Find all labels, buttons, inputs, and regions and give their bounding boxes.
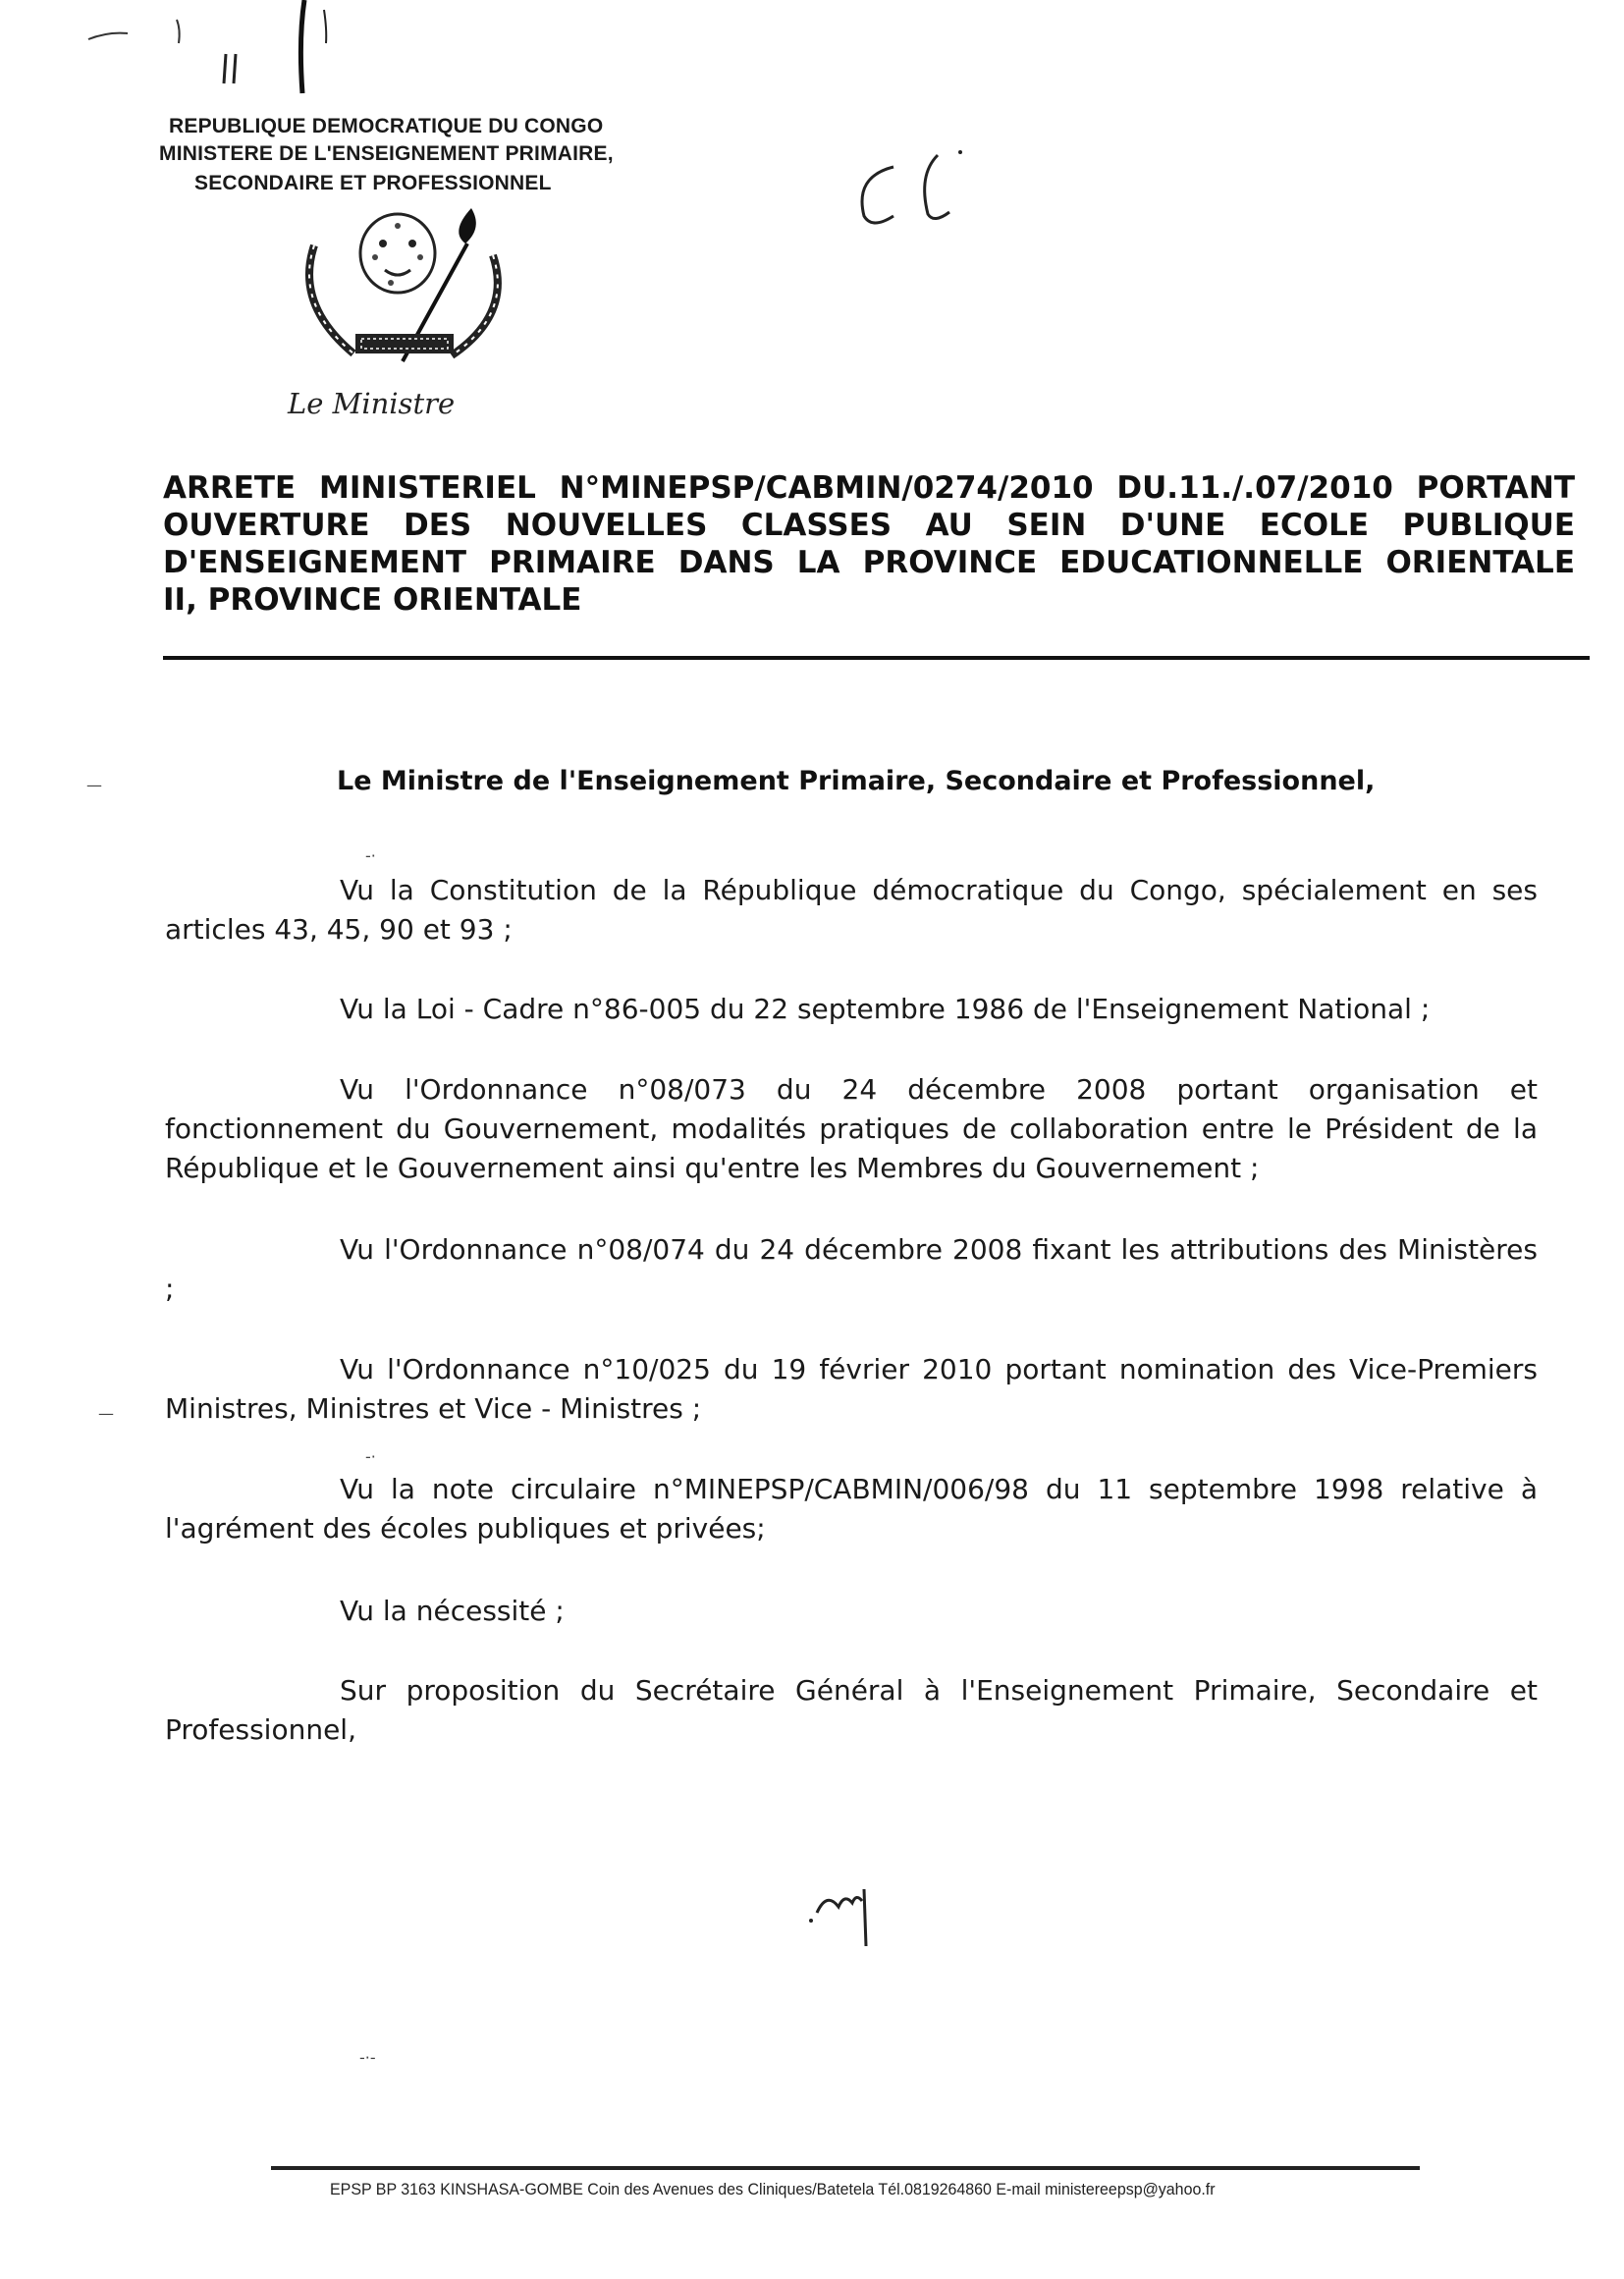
footer-address: EPSP BP 3163 KINSHASA-GOMBE Coin des Avenues des Cliniques/Batetela Tél.0819264860 E-mail ministereepsp@yahoo.fr — [330, 2180, 1216, 2198]
title-line-4: II, PROVINCE ORIENTALE — [163, 582, 582, 618]
paragraph-loi-cadre: Vu la Loi - Cadre n°86-005 du 22 septembre 1986 de l'Enseignement National ; — [340, 993, 1431, 1025]
handwritten-annotation-mark — [844, 147, 992, 236]
margin-mark: -· — [365, 1447, 376, 1466]
margin-mark: -·- — [359, 2048, 376, 2067]
handwritten-scribble — [59, 0, 373, 108]
document-title — [163, 469, 1575, 619]
paragraph-ordonnance-074: Vu l'Ordonnance n°08/074 du 24 décembre 2008 fixant les attributions des Ministères ; — [165, 1233, 1538, 1305]
footer-divider — [271, 2166, 1420, 2170]
margin-mark: -· — [365, 846, 376, 865]
header-ministry: MINISTERE DE L'ENSEIGNEMENT PRIMAIRE, — [159, 142, 614, 165]
margin-mark: — — [86, 776, 102, 794]
paragraph-note-circulaire: Vu la note circulaire n°MINEPSP/CABMIN/006/98 du 11 septembre 1998 relative à l'agrément des écoles publiques et privées; — [165, 1473, 1538, 1545]
paragraph-ordonnance-025: Vu l'Ordonnance n°10/025 du 19 février 2010 portant nomination des Vice-Premiers Ministres, Ministres et Vice - Ministres ; — [165, 1353, 1538, 1425]
paragraph-necessite: Vu la nécessité ; — [340, 1595, 565, 1627]
signatory-title: Le Ministre — [288, 387, 456, 420]
paragraph-ordonnance-073: Vu l'Ordonnance n°08/073 du 24 décembre 2008 portant organisation et fonctionnement du Gouvernement, modalités pratiques de collaboration entre le Président de la République et le Gouvernement ainsi qu'entre les Membres du Gouvernement ; — [165, 1073, 1538, 1184]
paragraph-constitution: Vu la Constitution de la République démocratique du Congo, spécialement en ses articles 43, 45, 90 et 93 ; — [165, 874, 1538, 946]
handwritten-initial-mark — [803, 1875, 892, 1954]
salutation: Le Ministre de l'Enseignement Primaire, Secondaire et Professionnel, — [337, 766, 1376, 796]
title-line-1: ARRETE MINISTERIEL N°MINEPSP/CABMIN/0274/2010 DU.11./.07/2010 PORTANT — [163, 470, 1575, 506]
header-republic: REPUBLIQUE DEMOCRATIQUE DU CONGO — [169, 115, 604, 137]
title-line-3: D'ENSEIGNEMENT PRIMAIRE DANS LA PROVINCE EDUCATIONNELLE ORIENTALE — [163, 545, 1575, 580]
margin-mark: — — [98, 1404, 114, 1423]
title-divider — [163, 656, 1590, 660]
header-ministry-cont: SECONDAIRE ET PROFESSIONNEL — [194, 172, 552, 194]
title-line-2: OUVERTURE DES NOUVELLES CLASSES AU SEIN D'UNE ECOLE PUBLIQUE — [163, 508, 1575, 543]
paragraph-proposition: Sur proposition du Secrétaire Général à l'Enseignement Primaire, Secondaire et Professionnel, — [165, 1674, 1538, 1746]
coat-of-arms-icon — [275, 196, 530, 373]
